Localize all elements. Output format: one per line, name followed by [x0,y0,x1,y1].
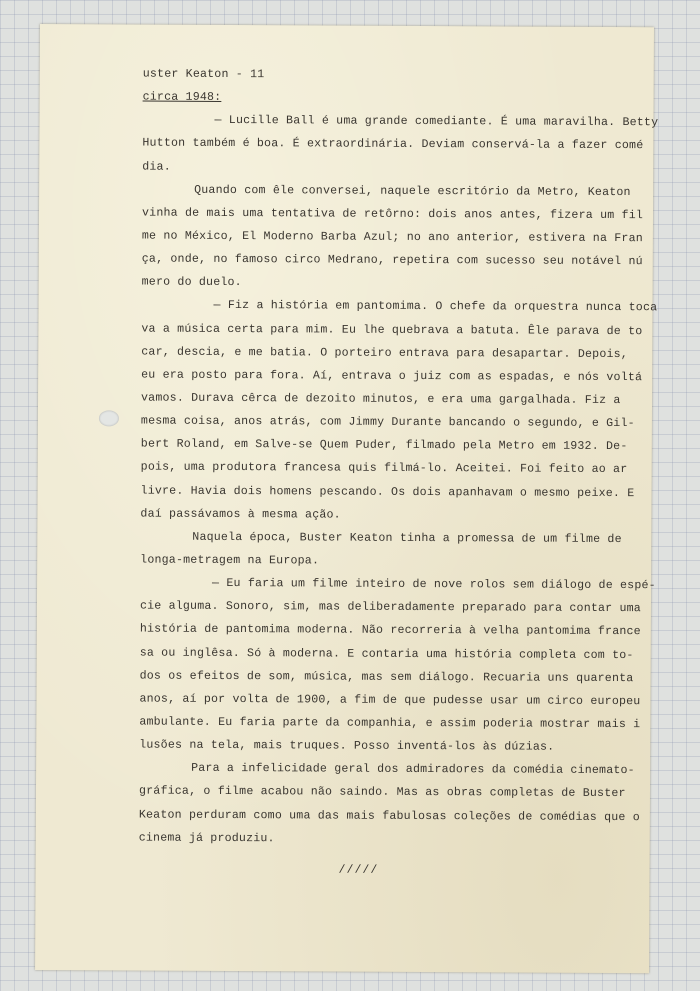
text-line: dos os efeitos de som, música, mas sem diálogo. Recuaria uns quarenta [139,669,634,685]
text-line: daí passávamos à mesma ação. [140,507,341,522]
text-line: Para a infelicidade geral dos admiradores da comédia cinemato- [191,762,635,778]
text-line: eu era posto para fora. Aí, entrava o juiz com as espadas, e nós voltá [141,368,643,384]
text-line: gráfica, o filme acabou não saindo. Mas as obras completas de Buster [138,784,626,801]
text-line: Keaton perduram como uma das mais fabulosas coleções de comédias que o [138,808,640,824]
text-line: — Eu faria um filme inteiro de nove rolos sem diálogo de espé- [212,577,656,593]
date-line: circa 1948: [142,90,222,105]
text-line: ça, onde, no famoso circo Medrano, repetira com sucesso seu notável nú [141,252,643,269]
text-line: sa ou inglêsa. Só à moderna. E contaria uma história completa com to- [139,646,634,662]
end-mark: ///// [338,863,379,877]
text-line: pois, uma produtora francesa quis filmá-lo. Aceitei. Foi feito ao ar [140,460,628,477]
typewritten-page [35,24,659,973]
text-line: me no México, El Moderno Barba Azul; no ano anterior, estivera na Fran [141,229,643,246]
text-line: mero do duelo. [141,275,242,290]
text-line: vinha de mais uma tentativa de retôrno: dois anos antes, fizera um fil [141,206,644,223]
text-line: lusões na tela, mais truques. Posso inventá-los às dúzias. [139,738,555,754]
text-line: dia. [142,160,171,174]
punch-hole [99,410,119,426]
text-line: Naquela época, Buster Keaton tinha a promessa de um filme de [192,530,622,546]
text-line: cie alguma. Sonoro, sim, mas deliberadamente preparado para contar uma [139,599,642,616]
text-line: Hutton também é boa. É extraordinária. Deviam conservá-la a fazer comé [142,136,644,153]
text-line: car, descia, e me batia. O porteiro entrava para desapartar. Depois, [141,345,629,361]
text-line: mesma coisa, anos atrás, com Jimmy Durante bancando o segundo, e Gil- [140,414,635,431]
text-line: ambulante. Eu faria parte da companhia, e assim poderia mostrar mais i [139,715,641,732]
text-line: cinema já produziu. [138,831,275,845]
text-line: anos, aí por volta de 1900, a fim de que pudesse usar um circo europeu [139,692,641,708]
text-line: — Fiz a história em pantomima. O chefe da orquestra nunca toca [213,299,658,315]
text-line: livre. Havia dois homens pescando. Os dois apanhavam o mesmo peixe. E [140,484,635,500]
text-line: va a música certa para mim. Eu lhe quebrava a batuta. Êle parava de to [141,322,643,338]
text-line: longa-metragem na Europa. [140,553,320,568]
text-line: vamos. Durava cêrca de dezoito minutos, e era uma gargalhada. Fiz a [141,391,621,408]
text-line: bert Roland, em Salve-se Quem Puder, filmado pela Metro em 1932. De- [140,437,628,454]
page-header: uster Keaton - 11 [142,67,265,82]
text-line: história de pantomima moderna. Não recorreria à velha pantomima france [139,622,641,639]
page-text [139,63,671,884]
text-line: — Lucille Ball é uma grande comediante. É uma maravilha. Betty [214,114,659,130]
text-line: Quando com êle conversei, naquele escritório da Metro, Keaton [194,183,631,199]
